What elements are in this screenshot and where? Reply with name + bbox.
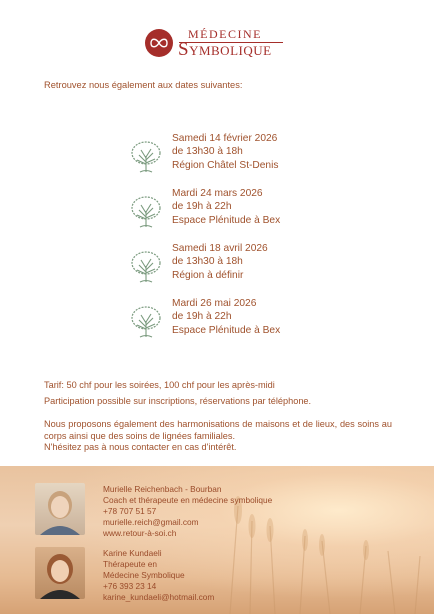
logo-emblem	[145, 29, 173, 57]
date-line: Mardi 24 mars 2026	[172, 188, 263, 199]
contact-name: Murielle Reichenbach - Bourban	[103, 484, 222, 494]
tree-icon	[128, 303, 164, 339]
location-line: Espace Plénitude à Bex	[172, 324, 281, 336]
contact-email[interactable]: karine_kundaeli@hotmail.com	[103, 592, 215, 602]
time-line: de 13h30 à 18h	[172, 146, 243, 158]
contact-title: Coach et thérapeute en médecine symbolique	[103, 495, 273, 505]
date-line: Samedi 18 avril 2026	[172, 243, 268, 254]
tree-icon	[128, 138, 164, 174]
time-line: de 13h30 à 18h	[172, 256, 243, 268]
date-item	[128, 243, 388, 291]
time-line: de 19h à 22h	[172, 201, 232, 213]
pricing-text: Tarif: 50 chf pour les soirées, 100 chf pour les après-midi	[44, 380, 275, 390]
intro-text: Retrouvez nous également aux dates suivantes:	[44, 80, 243, 90]
date-item	[128, 133, 388, 181]
contact-phone[interactable]: +76 393 23 14	[103, 581, 157, 591]
participation-text: Participation possible sur inscriptions, réservations par téléphone.	[44, 396, 312, 406]
logo-bottom-text: Symbolique	[178, 39, 272, 60]
location-line: Région à définir	[172, 269, 244, 281]
contact-name: Karine Kundaeli	[103, 548, 162, 558]
date-item	[128, 298, 388, 346]
location-line: Région Châtel St-Denis	[172, 159, 279, 171]
contact-email[interactable]: murielle.reich@gmail.com	[103, 517, 199, 527]
contact-title: Médecine Symbolique	[103, 570, 185, 580]
logo	[145, 26, 295, 62]
avatar-karine	[35, 547, 85, 599]
services-paragraph	[44, 419, 392, 454]
date-item	[128, 188, 388, 236]
logo-top-text: MÉDECINE	[188, 27, 262, 41]
contact-title: Thérapeute en	[103, 559, 157, 569]
contact-website[interactable]: www.retour-à-soi.ch	[103, 528, 177, 538]
contact-card	[103, 548, 214, 603]
location-line: Espace Plénitude à Bex	[172, 214, 281, 226]
contact-invite-text: N'hésitez pas à nous contacter en cas d'intérêt.	[44, 442, 237, 453]
contact-card	[103, 484, 272, 539]
time-line: de 19h à 22h	[172, 311, 232, 323]
avatar-murielle	[35, 483, 85, 535]
tree-icon	[128, 248, 164, 284]
tree-icon	[128, 193, 164, 229]
services-text: Nous proposons également des harmonisations de maisons et de lieux, des soins au corps ainsi que des soins de lignées familiales.	[44, 419, 392, 441]
date-line: Mardi 26 mai 2026	[172, 298, 257, 309]
infinity-icon	[149, 37, 169, 49]
date-line: Samedi 14 février 2026	[172, 133, 278, 144]
contact-phone[interactable]: +78 707 51 57	[103, 506, 157, 516]
footer-banner	[0, 466, 434, 614]
